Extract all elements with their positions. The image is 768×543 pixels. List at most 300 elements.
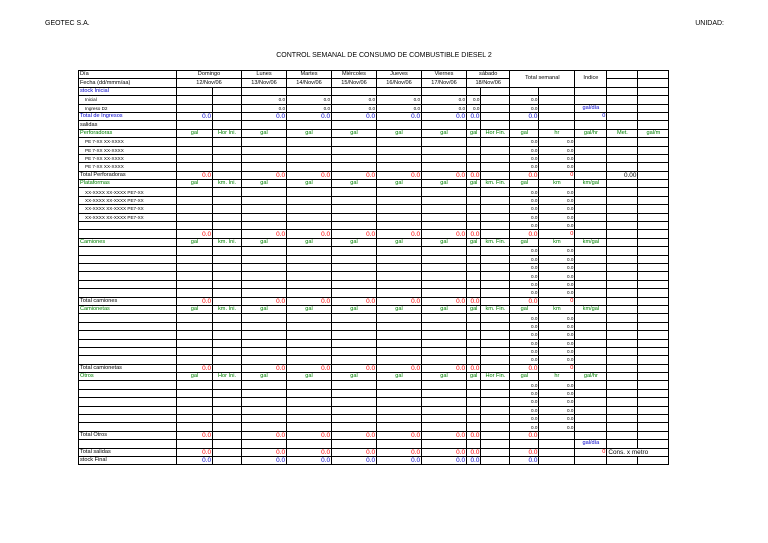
total-row: [79, 456, 669, 464]
table-cell: 0.0: [377, 171, 422, 179]
table-cell: [467, 331, 481, 339]
table-cell: [213, 364, 242, 372]
table-cell: 0: [575, 448, 607, 456]
table-cell: [481, 138, 510, 146]
table-cell: [377, 398, 422, 406]
table-cell: gal: [467, 180, 481, 188]
table-cell: [422, 415, 467, 423]
table-cell: [467, 389, 481, 397]
table-cell: 0.0: [467, 171, 481, 179]
list-item: [79, 331, 669, 339]
table-cell: Total salidas: [79, 448, 177, 456]
table-cell: Hor Fin.: [481, 373, 510, 381]
date-header: 14/Nov/06: [287, 79, 332, 87]
table-cell: 0.0: [177, 364, 213, 372]
table-cell: 0.0: [510, 339, 539, 347]
list-item: [79, 347, 669, 355]
table-cell: 0.0: [467, 104, 481, 112]
table-cell: 0.0: [242, 448, 287, 456]
table-cell: [638, 104, 669, 112]
table-cell: 0.0: [377, 297, 422, 305]
table-cell: 0.0: [377, 230, 422, 238]
table-cell: [213, 121, 242, 129]
table-cell: km. Ini.: [213, 180, 242, 188]
table-cell: 0.0: [539, 406, 575, 414]
table-cell: [79, 398, 177, 406]
table-cell: Hor Fin.: [481, 129, 510, 137]
table-cell: [467, 146, 481, 154]
table-cell: [422, 222, 467, 230]
table-cell: [638, 213, 669, 221]
table-cell: [607, 398, 638, 406]
table-cell: Camionetas: [79, 305, 177, 313]
table-cell: [377, 415, 422, 423]
section-header: [79, 129, 669, 137]
table-cell: [575, 381, 607, 389]
table-cell: 0.0: [332, 456, 377, 464]
table-cell: [213, 406, 242, 414]
table-cell: [467, 415, 481, 423]
table-cell: 0.0: [177, 230, 213, 238]
table-cell: 0.0: [467, 364, 481, 372]
table-cell: [177, 406, 213, 414]
table-cell: [638, 96, 669, 104]
table-cell: [177, 263, 213, 271]
table-cell: [332, 339, 377, 347]
table-cell: [607, 230, 638, 238]
table-cell: [575, 205, 607, 213]
table-cell: [242, 87, 287, 95]
table-cell: [332, 356, 377, 364]
table-cell: 0.0: [510, 154, 539, 162]
date-header: 12/Nov/06: [177, 79, 242, 87]
table-cell: 0.0: [177, 171, 213, 179]
table-cell: gal: [510, 373, 539, 381]
day-header: Viernes: [422, 71, 467, 79]
table-cell: 0.0: [539, 163, 575, 171]
table-cell: [422, 121, 467, 129]
table-cell: 0.0: [510, 297, 539, 305]
table-cell: [638, 356, 669, 364]
list-item: [79, 263, 669, 271]
table-cell: gal: [510, 305, 539, 313]
dia-label: Día: [79, 71, 177, 79]
table-cell: [213, 196, 242, 204]
table-cell: 0.0: [510, 188, 539, 196]
table-cell: 0: [539, 230, 575, 238]
table-cell: [213, 389, 242, 397]
table-cell: [481, 331, 510, 339]
table-cell: [467, 87, 481, 95]
table-cell: [638, 415, 669, 423]
list-item: [79, 322, 669, 330]
table-cell: [177, 222, 213, 230]
table-cell: 0.0: [287, 448, 332, 456]
table-cell: gal: [242, 305, 287, 313]
table-cell: [213, 138, 242, 146]
table-row: [79, 112, 669, 120]
date-header: 16/Nov/06: [377, 79, 422, 87]
table-cell: [575, 146, 607, 154]
table-cell: [377, 356, 422, 364]
table-cell: [638, 406, 669, 414]
table-cell: Total camiones: [79, 297, 177, 305]
table-cell: [481, 96, 510, 104]
table-cell: [575, 272, 607, 280]
table-cell: [377, 222, 422, 230]
table-cell: [481, 196, 510, 204]
table-cell: [332, 263, 377, 271]
table-cell: 0.0: [422, 431, 467, 439]
table-cell: [607, 272, 638, 280]
list-item: [79, 196, 669, 204]
table-cell: [607, 71, 638, 79]
table-cell: Otros: [79, 373, 177, 381]
table-cell: [575, 87, 607, 95]
table-cell: [638, 339, 669, 347]
table-cell: [177, 398, 213, 406]
table-cell: [481, 406, 510, 414]
table-cell: [377, 205, 422, 213]
table-cell: [242, 314, 287, 322]
table-cell: [575, 456, 607, 464]
table-cell: Perforadoras: [79, 129, 177, 137]
table-cell: [607, 79, 638, 87]
table-cell: [539, 121, 575, 129]
table-cell: 0.0: [539, 381, 575, 389]
table-cell: [242, 381, 287, 389]
table-cell: km. Fin.: [481, 238, 510, 246]
table-cell: gal: [422, 180, 467, 188]
table-cell: km: [539, 180, 575, 188]
table-cell: 0.0: [422, 104, 467, 112]
table-cell: [638, 196, 669, 204]
table-cell: gal: [177, 238, 213, 246]
table-cell: [607, 280, 638, 288]
table-cell: [575, 339, 607, 347]
table-cell: [481, 322, 510, 330]
table-cell: [422, 314, 467, 322]
table-cell: [79, 347, 177, 355]
table-cell: [79, 230, 177, 238]
table-cell: [575, 431, 607, 439]
indice-header: Indice: [575, 71, 607, 88]
table-cell: [377, 87, 422, 95]
table-cell: [213, 314, 242, 322]
table-cell: [79, 331, 177, 339]
table-cell: 0.0: [242, 171, 287, 179]
table-cell: [332, 222, 377, 230]
table-row: [79, 440, 669, 448]
table-cell: 0.0: [539, 347, 575, 355]
table-cell: 0.0: [510, 96, 539, 104]
table-cell: [377, 154, 422, 162]
table-cell: PE 7-XX XX-XXXX: [79, 163, 177, 171]
table-cell: [638, 423, 669, 431]
table-cell: [287, 146, 332, 154]
table-cell: 0.0: [422, 171, 467, 179]
table-cell: [638, 263, 669, 271]
table-cell: 0.0: [377, 96, 422, 104]
table-cell: 0.0: [287, 297, 332, 305]
table-cell: 0.0: [287, 104, 332, 112]
table-cell: [332, 188, 377, 196]
table-cell: PE 7-XX XX-XXXX: [79, 138, 177, 146]
table-cell: [242, 247, 287, 255]
table-cell: stock Final: [79, 456, 177, 464]
table-cell: 0.0: [510, 213, 539, 221]
table-cell: [177, 96, 213, 104]
table-cell: [242, 280, 287, 288]
table-cell: [467, 138, 481, 146]
table-cell: PE 7-XX XX-XXXX: [79, 146, 177, 154]
table-cell: [638, 440, 669, 448]
table-cell: [213, 112, 242, 120]
table-cell: [79, 289, 177, 297]
table-cell: 0: [539, 364, 575, 372]
table-cell: 0.0: [422, 456, 467, 464]
table-cell: [481, 389, 510, 397]
table-cell: [481, 415, 510, 423]
table-cell: [638, 205, 669, 213]
table-cell: [467, 347, 481, 355]
table-cell: [575, 389, 607, 397]
table-cell: [287, 347, 332, 355]
table-cell: gal: [377, 129, 422, 137]
table-cell: 0.0: [332, 112, 377, 120]
table-cell: [575, 255, 607, 263]
table-cell: [177, 121, 213, 129]
total-row: [79, 431, 669, 439]
table-cell: [213, 423, 242, 431]
table-cell: [607, 263, 638, 271]
table-cell: [638, 389, 669, 397]
table-cell: Total Otros: [79, 431, 177, 439]
table-cell: 0.0: [377, 456, 422, 464]
table-cell: [177, 423, 213, 431]
table-cell: gal/m: [638, 129, 669, 137]
table-cell: 0.0: [242, 104, 287, 112]
table-cell: [575, 423, 607, 431]
table-cell: [510, 440, 539, 448]
table-cell: 0.0: [510, 247, 539, 255]
table-cell: [79, 255, 177, 263]
table-cell: [539, 112, 575, 120]
table-cell: [607, 222, 638, 230]
table-cell: [377, 255, 422, 263]
table-cell: 0.0: [539, 289, 575, 297]
table-row: [79, 121, 669, 129]
table-cell: 0.0: [510, 112, 539, 120]
table-cell: [213, 96, 242, 104]
table-cell: [79, 222, 177, 230]
table-cell: 0.0: [510, 196, 539, 204]
table-cell: [467, 406, 481, 414]
table-cell: [242, 322, 287, 330]
table-cell: [638, 171, 669, 179]
table-cell: [332, 146, 377, 154]
table-cell: 0.0: [510, 171, 539, 179]
table-cell: [638, 331, 669, 339]
table-cell: [332, 154, 377, 162]
table-cell: [607, 196, 638, 204]
list-item: [79, 213, 669, 221]
table-cell: [467, 163, 481, 171]
table-cell: 0.0: [510, 263, 539, 271]
table-cell: [287, 154, 332, 162]
table-cell: [539, 448, 575, 456]
table-cell: [467, 339, 481, 347]
table-cell: 0.0: [539, 222, 575, 230]
table-cell: [213, 297, 242, 305]
table-cell: [242, 222, 287, 230]
table-cell: [287, 255, 332, 263]
table-cell: [213, 381, 242, 389]
table-cell: 0.0: [332, 171, 377, 179]
table-cell: [287, 314, 332, 322]
table-cell: km. Fin.: [481, 180, 510, 188]
table-cell: 0.0: [510, 406, 539, 414]
table-cell: 0.00: [607, 171, 638, 179]
table-cell: [213, 431, 242, 439]
table-cell: [377, 138, 422, 146]
table-cell: [332, 322, 377, 330]
table-cell: [332, 398, 377, 406]
table-cell: 0.0: [539, 389, 575, 397]
table-cell: [607, 104, 638, 112]
table-cell: [481, 289, 510, 297]
table-cell: [422, 347, 467, 355]
table-cell: gal: [287, 180, 332, 188]
table-cell: XX-XXXX XX-XXXX PE7-XX: [79, 213, 177, 221]
table-cell: [422, 87, 467, 95]
table-cell: gal: [377, 373, 422, 381]
company-name: GEOTEC S.A.: [45, 20, 90, 27]
table-cell: [422, 389, 467, 397]
table-cell: [377, 423, 422, 431]
table-cell: [575, 247, 607, 255]
table-cell: 0.0: [539, 196, 575, 204]
table-cell: [481, 423, 510, 431]
table-cell: [539, 440, 575, 448]
table-cell: [638, 305, 669, 313]
table-cell: 0.0: [510, 222, 539, 230]
table-cell: [377, 331, 422, 339]
table-cell: [467, 205, 481, 213]
table-cell: [79, 356, 177, 364]
table-cell: [377, 314, 422, 322]
table-cell: [539, 431, 575, 439]
table-cell: gal: [422, 305, 467, 313]
table-cell: [481, 364, 510, 372]
table-cell: 0.0: [539, 331, 575, 339]
table-cell: [467, 188, 481, 196]
table-cell: [575, 356, 607, 364]
table-cell: gal: [510, 129, 539, 137]
table-cell: [481, 398, 510, 406]
table-cell: [79, 415, 177, 423]
table-cell: 0.0: [332, 96, 377, 104]
table-cell: Cons. x metro: [607, 448, 669, 456]
table-cell: [242, 205, 287, 213]
table-cell: [481, 431, 510, 439]
table-cell: [287, 381, 332, 389]
table-cell: [422, 188, 467, 196]
table-cell: [332, 314, 377, 322]
table-cell: [377, 146, 422, 154]
table-cell: [575, 263, 607, 271]
table-cell: [422, 146, 467, 154]
table-cell: [467, 440, 481, 448]
table-cell: [287, 222, 332, 230]
table-cell: gal: [177, 305, 213, 313]
table-cell: [422, 381, 467, 389]
table-cell: 0.0: [242, 230, 287, 238]
list-item: [79, 415, 669, 423]
table-cell: 0.0: [377, 448, 422, 456]
table-cell: [638, 247, 669, 255]
table-cell: [377, 289, 422, 297]
table-cell: [213, 213, 242, 221]
table-cell: [242, 163, 287, 171]
table-cell: Total camionetas: [79, 364, 177, 372]
table-cell: [467, 272, 481, 280]
table-cell: 0.0: [177, 456, 213, 464]
table-cell: [467, 247, 481, 255]
list-item: [79, 356, 669, 364]
list-item: [79, 389, 669, 397]
table-cell: [638, 456, 669, 464]
table-cell: [607, 255, 638, 263]
section-header: [79, 180, 669, 188]
table-cell: 0.0: [242, 112, 287, 120]
table-cell: [332, 440, 377, 448]
table-cell: 0.0: [539, 314, 575, 322]
table-cell: [575, 297, 607, 305]
table-cell: [481, 121, 510, 129]
table-cell: [638, 79, 669, 87]
list-item: [79, 188, 669, 196]
table-cell: [607, 188, 638, 196]
table-cell: [481, 171, 510, 179]
table-cell: [467, 263, 481, 271]
table-cell: 0.0: [539, 263, 575, 271]
table-cell: [422, 322, 467, 330]
table-cell: [467, 222, 481, 230]
table-cell: [575, 289, 607, 297]
table-cell: 0.0: [242, 96, 287, 104]
page-title: CONTROL SEMANAL DE CONSUMO DE COMBUSTIBLE DIESEL 2: [276, 52, 492, 59]
table-cell: [638, 381, 669, 389]
table-cell: [422, 398, 467, 406]
list-item: [79, 272, 669, 280]
table-cell: 0.0: [510, 448, 539, 456]
table-cell: [607, 364, 638, 372]
table-cell: [213, 398, 242, 406]
table-cell: gal: [467, 305, 481, 313]
table-cell: [481, 456, 510, 464]
table-cell: [213, 415, 242, 423]
table-cell: [79, 389, 177, 397]
table-cell: XX-XXXX XX-XXXX PE7-XX: [79, 205, 177, 213]
table-cell: [332, 280, 377, 288]
table-cell: XX-XXXX XX-XXXX PE7-XX: [79, 188, 177, 196]
table-cell: [467, 213, 481, 221]
table-cell: km. Ini.: [213, 238, 242, 246]
list-item: [79, 289, 669, 297]
list-item: [79, 205, 669, 213]
table-cell: 0.0: [242, 364, 287, 372]
